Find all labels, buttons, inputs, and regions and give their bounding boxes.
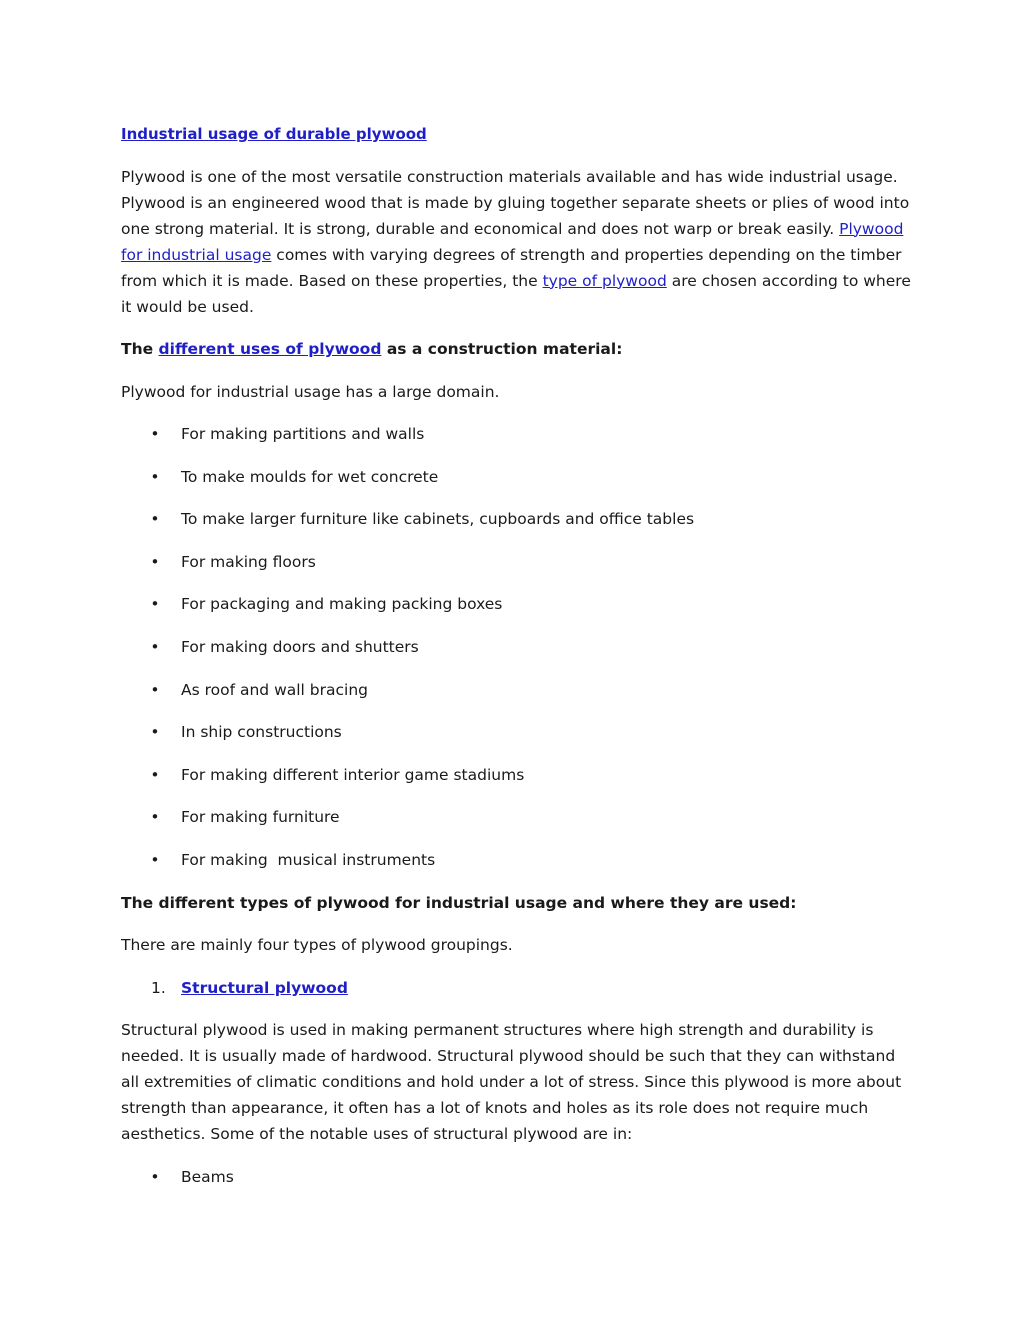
list-item-text: To make moulds for wet concrete [181, 467, 439, 486]
bullet-icon: • [150, 467, 160, 486]
list-item [121, 804, 911, 830]
list-item [121, 762, 911, 788]
list-item [121, 464, 911, 490]
list-item [121, 677, 911, 703]
list-item [121, 847, 911, 873]
list-item [121, 421, 911, 447]
uses-list [121, 421, 911, 873]
list-item [121, 506, 911, 532]
list-item-text: As roof and wall bracing [181, 680, 368, 699]
bullet-icon: • [150, 765, 160, 784]
list-item-text: For making different interior game stadiums [181, 765, 525, 784]
uses-heading-pre: The [121, 340, 159, 358]
list-item [121, 719, 911, 745]
bullet-icon: • [150, 1167, 160, 1186]
list-item-text: To make larger furniture like cabinets, cupboards and office tables [181, 510, 695, 529]
uses-heading-post: as a construction material: [381, 340, 623, 358]
intro-text-2: comes with varying degrees of strength and properties depending on the timber from which it is made. Based on these properties, the [121, 245, 902, 290]
title-paragraph [121, 121, 911, 147]
bullet-icon: • [150, 850, 160, 869]
item-number: 1. [151, 978, 166, 997]
bullet-icon: • [150, 808, 160, 827]
numbered-item [121, 975, 911, 1001]
domain-paragraph: Plywood for industrial usage has a large domain. [121, 382, 500, 401]
structural-paragraph: Structural plywood is used in making permanent structures where high strength and durability is needed. It is usually made of hardwood. Structural plywood should be such that they can withstand all extremities of climatic conditions and hold under a lot of stress. Since this plywood is more about strength than appearance, it often has a lot of knots and holes as its role does not require much aesthetics. Some of the notable uses of structural plywood are in: [121, 1021, 902, 1144]
list-item [121, 634, 911, 660]
intro-paragraph [121, 164, 911, 320]
structural-plywood-link[interactable]: Structural plywood [181, 978, 348, 997]
type-of-plywood-link[interactable]: type of plywood [542, 271, 667, 290]
list-item-text: For making partitions and walls [181, 425, 425, 443]
bullet-icon: • [150, 637, 160, 656]
plywood-for-industrial-usage-link[interactable]: Plywood for industrial usage [121, 219, 904, 264]
list-item [121, 591, 911, 617]
different-uses-link[interactable]: different uses of plywood [158, 340, 382, 358]
list-item-text: For making furniture [181, 808, 340, 827]
intro-text-1: Plywood is one of the most versatile construction materials available and has wide industrial usage. Plywood is an engineered wood that is made by gluing together separate sheets or plies of wood into one strong material. It is strong, durable and economical and does not warp or break easily. [121, 167, 910, 238]
document-page [121, 121, 911, 1206]
list-item-text: Beams [181, 1167, 234, 1186]
title-link[interactable]: Industrial usage of durable plywood [121, 125, 427, 143]
list-item-text: For making floors [181, 552, 316, 571]
types-heading: The different types of plywood for industrial usage and where they are used: [121, 893, 797, 912]
list-item [121, 1164, 911, 1190]
structural-uses-list [121, 1164, 911, 1190]
bullet-icon: • [150, 723, 160, 742]
list-item [121, 549, 911, 575]
uses-heading [121, 336, 911, 362]
list-item-text: In ship constructions [181, 723, 342, 742]
list-item-text: For making doors and shutters [181, 637, 419, 656]
list-item-text: For packaging and making packing boxes [181, 595, 503, 614]
bullet-icon: • [150, 595, 160, 614]
groupings-paragraph: There are mainly four types of plywood groupings. [121, 936, 513, 955]
bullet-icon: • [150, 425, 160, 443]
bullet-icon: • [150, 680, 160, 699]
bullet-icon: • [150, 552, 160, 571]
intro-text-3: are chosen according to where it would be used. [121, 271, 911, 316]
bullet-icon: • [150, 510, 160, 529]
list-item-text: For making musical instruments [181, 850, 436, 869]
